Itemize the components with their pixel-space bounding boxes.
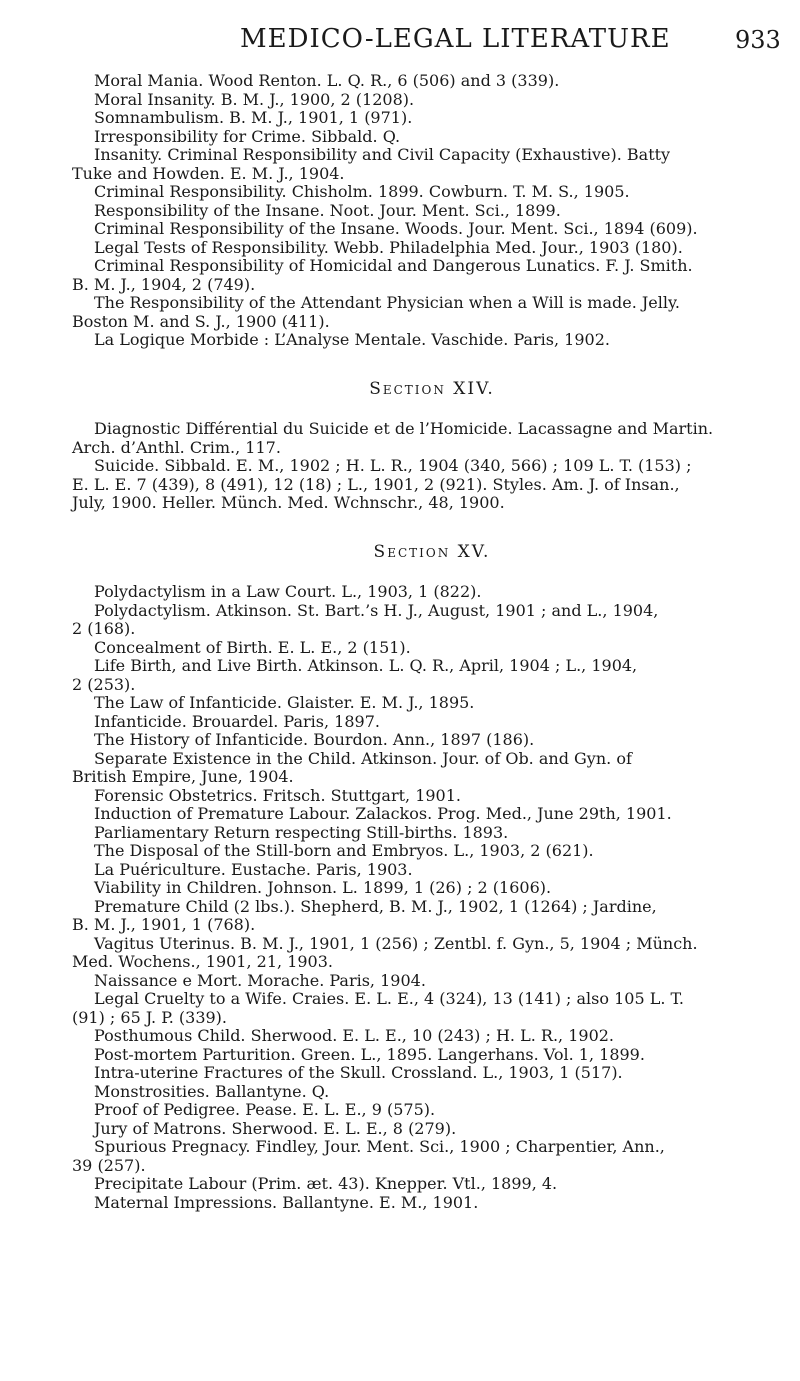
reference-entry [72, 91, 792, 110]
reference-line: Monstrosities. Ballantyne. Q. [94, 1081, 330, 1101]
reference-entry [72, 787, 792, 806]
running-title: MEDICO-LEGAL LITERATURE [240, 24, 671, 54]
reference-entry [72, 1175, 792, 1194]
reference-line: Irresponsibility for Crime. Sibbald. Q. [94, 126, 401, 146]
reference-line: The Responsibility of the Attendant Physician when a Will is made. Jelly. [94, 293, 681, 312]
reference-line: Boston M. and S. J., 1900 (411). [72, 311, 330, 331]
reference-entry [72, 1083, 792, 1102]
reference-line: Jury of Matrons. Sherwood. E. L. E., 8 (279). [94, 1118, 457, 1138]
reference-line: Criminal Responsibility. Chisholm. 1899. Cowburn. T. M. S., 1905. [94, 182, 630, 201]
page-body [72, 72, 792, 1212]
reference-entry [72, 842, 792, 861]
reference-entry [72, 72, 792, 91]
reference-line: Maternal Impressions. Ballantyne. E. M., 1901. [94, 1192, 479, 1212]
reference-entry [72, 972, 792, 991]
reference-line: Moral Mania. Wood Renton. L. Q. R., 6 (506) and 3 (339). [94, 71, 560, 90]
reference-entry [72, 879, 792, 898]
reference-entry [72, 220, 792, 239]
reference-line: Med. Wochens., 1901, 21, 1903. [72, 952, 333, 971]
reference-line: The Disposal of the Still-born and Embryos. L., 1903, 2 (621). [94, 841, 594, 860]
reference-entry [72, 239, 792, 258]
reference-line: B. M. J., 1904, 2 (749). [72, 274, 256, 294]
reference-entry [72, 420, 792, 457]
reference-line: Viability in Children. Johnson. L. 1899, 1 (26) ; 2 (1606). [94, 878, 552, 897]
reference-entry [72, 109, 792, 128]
reference-line: Polydactylism. Atkinson. St. Bart.’s H. J., August, 1901 ; and L., 1904, [94, 600, 659, 620]
reference-line: Infanticide. Brouardel. Paris, 1897. [94, 711, 380, 731]
reference-line: Criminal Responsibility of Homicidal and Dangerous Lunatics. F. J. Smith. [94, 256, 693, 275]
reference-entry [72, 657, 792, 694]
reference-line: 39 (257). [72, 1155, 146, 1175]
reference-entry [72, 824, 792, 843]
reference-entry [72, 294, 792, 331]
reference-entry [72, 1101, 792, 1120]
reference-line: Parliamentary Return respecting Still-births. 1893. [94, 822, 509, 842]
reference-line: Somnambulism. B. M. J., 1901, 1 (971). [94, 108, 413, 127]
reference-line: Legal Cruelty to a Wife. Craies. E. L. E., 4 (324), 13 (141) ; also 105 L. T. [94, 989, 684, 1008]
reference-entry [72, 183, 792, 202]
reference-line: Suicide. Sibbald. E. M., 1902 ; H. L. R., 1904 (340, 566) ; 109 L. T. (153) ; [94, 456, 692, 475]
reference-entry [72, 1120, 792, 1139]
reference-line: The Law of Infanticide. Glaister. E. M. J., 1895. [94, 693, 475, 712]
reference-list-section-xiv [72, 420, 792, 513]
reference-line: Diagnostic Différential du Suicide et de l’Homicide. Lacassagne and Martin. [94, 419, 714, 438]
reference-line: Polydactylism in a Law Court. L., 1903, 1 (822). [94, 582, 482, 601]
reference-line: Tuke and Howden. E. M. J., 1904. [72, 163, 345, 183]
reference-entry [72, 1064, 792, 1083]
reference-line: B. M. J., 1901, 1 (768). [72, 915, 256, 934]
reference-list-intro [72, 72, 792, 350]
reference-list-section-xv [72, 583, 792, 1212]
reference-entry [72, 1027, 792, 1046]
reference-entry [72, 1138, 792, 1175]
reference-line: Insanity. Criminal Responsibility and Civil Capacity (Exhaustive). Batty [94, 145, 671, 164]
reference-line: Premature Child (2 lbs.). Shepherd, B. M. J., 1902, 1 (1264) ; Jardine, [94, 896, 657, 916]
reference-line: Proof of Pedigree. Pease. E. L. E., 9 (575). [94, 1100, 436, 1119]
reference-entry [72, 583, 792, 602]
reference-entry [72, 602, 792, 639]
reference-entry [72, 202, 792, 221]
page-header [0, 18, 800, 58]
reference-line: The History of Infanticide. Bourdon. Ann., 1897 (186). [94, 730, 535, 749]
reference-line: Criminal Responsibility of the Insane. Woods. Jour. Ment. Sci., 1894 (609). [94, 219, 698, 238]
reference-line: Life Birth, and Live Birth. Atkinson. L. Q. R., April, 1904 ; L., 1904, [94, 656, 638, 675]
reference-entry [72, 257, 792, 294]
reference-entry [72, 331, 792, 350]
reference-entry [72, 935, 792, 972]
reference-line: Legal Tests of Responsibility. Webb. Philadelphia Med. Jour., 1903 (180). [94, 237, 683, 257]
reference-entry [72, 457, 792, 513]
reference-line: Spurious Pregnacy. Findley, Jour. Ment. Sci., 1900 ; Charpentier, Ann., [94, 1137, 665, 1156]
section-heading-xv: Section XV. [373, 541, 491, 562]
reference-line: La Logique Morbide : L’Analyse Mentale. Vaschide. Paris, 1902. [94, 330, 610, 349]
reference-entry [72, 805, 792, 824]
section-heading-xiv: Section XIV. [369, 378, 495, 399]
reference-line: (91) ; 65 J. P. (339). [72, 1007, 227, 1027]
reference-entry [72, 1194, 792, 1213]
reference-line: Precipitate Labour (Prim. æt. 43). Knepper. Vtl., 1899, 4. [94, 1174, 558, 1193]
reference-line: Intra-uterine Fractures of the Skull. Crossland. L., 1903, 1 (517). [94, 1063, 623, 1082]
reference-entry [72, 639, 792, 658]
reference-line: La Puériculture. Eustache. Paris, 1903. [94, 859, 413, 879]
reference-entry [72, 694, 792, 713]
reference-entry [72, 861, 792, 880]
reference-line: Concealment of Birth. E. L. E., 2 (151). [94, 637, 411, 657]
reference-entry [72, 990, 792, 1027]
reference-line: Forensic Obstetrics. Fritsch. Stuttgart, 1901. [94, 785, 461, 805]
reference-line: Post-mortem Parturition. Green. L., 1895. Langerhans. Vol. 1, 1899. [94, 1044, 645, 1064]
reference-line: Separate Existence in the Child. Atkinson. Jour. of Ob. and Gyn. of [94, 748, 632, 768]
reference-entry [72, 713, 792, 732]
reference-entry [72, 898, 792, 935]
reference-line: Arch. d’Anthl. Crim., 117. [72, 437, 281, 457]
reference-line: Induction of Premature Labour. Zalackos. Prog. Med., June 29th, 1901. [94, 804, 672, 823]
reference-line: Naissance e Mort. Morache. Paris, 1904. [94, 970, 426, 990]
reference-entry [72, 146, 792, 183]
reference-line: 2 (253). [72, 674, 136, 694]
reference-entry [72, 128, 792, 147]
reference-line: July, 1900. Heller. Münch. Med. Wchnschr., 48, 1900. [72, 493, 505, 512]
reference-line: British Empire, June, 1904. [72, 767, 294, 786]
reference-line: Vagitus Uterinus. B. M. J., 1901, 1 (256) ; Zentbl. f. Gyn., 5, 1904 ; Münch. [94, 933, 698, 953]
reference-line: Moral Insanity. B. M. J., 1900, 2 (1208). [94, 89, 415, 109]
reference-line: E. L. E. 7 (439), 8 (491), 12 (18) ; L., 1901, 2 (921). Styles. Am. J. of Insan., [72, 474, 680, 494]
reference-line: Responsibility of the Insane. Noot. Jour. Ment. Sci., 1899. [94, 200, 561, 220]
reference-line: 2 (168). [72, 619, 136, 638]
page-number: 933 [735, 26, 781, 54]
reference-entry [72, 731, 792, 750]
reference-entry [72, 750, 792, 787]
reference-line: Posthumous Child. Sherwood. E. L. E., 10 (243) ; H. L. R., 1902. [94, 1026, 615, 1045]
reference-entry [72, 1046, 792, 1065]
